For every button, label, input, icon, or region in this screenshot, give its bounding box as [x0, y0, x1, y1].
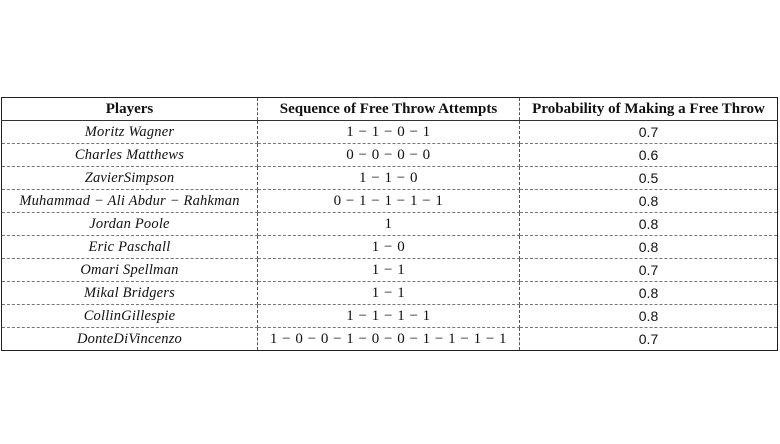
table-row	[2, 259, 778, 282]
free-throw-table	[1, 97, 778, 351]
player-name: Charles Matthews	[2, 144, 258, 167]
throw-sequence: 1 − 1 − 1 − 1	[258, 305, 520, 328]
table-row	[2, 328, 778, 351]
make-probability: 0.8	[520, 190, 778, 213]
make-probability: 0.7	[638, 331, 659, 347]
throw-sequence: 1	[258, 213, 520, 236]
player-name: Muhammad − Ali Abdur − Rahkman	[2, 190, 258, 213]
player-name: CollinGillespie	[2, 305, 258, 328]
free-throw-table-container	[1, 97, 777, 351]
throw-sequence: 0 − 0 − 0 − 0	[258, 144, 520, 167]
table-row	[2, 121, 778, 144]
throw-sequence: 1 − 1 − 0 − 1	[258, 121, 520, 144]
header-row	[2, 98, 778, 121]
make-probability: 0.8	[520, 213, 778, 236]
table-row	[2, 282, 778, 305]
table-row	[2, 213, 778, 236]
header-sequence: Sequence of Free Throw Attempts	[258, 98, 520, 121]
header-probability: Probability of Making a Free Throw	[520, 98, 778, 121]
throw-sequence: 1 − 1	[258, 259, 520, 282]
throw-sequence: 1 − 0 − 0 − 1 − 0 − 0 − 1 − 1 − 1 − 1	[258, 328, 520, 351]
table-row	[2, 236, 778, 259]
table-row	[2, 144, 778, 167]
make-probability: 0.5	[520, 167, 778, 190]
table-row	[2, 190, 778, 213]
throw-sequence: 1 − 1	[258, 282, 520, 305]
make-probability: 0.8	[520, 305, 778, 328]
make-probability: 0.7	[520, 121, 778, 144]
player-name: DonteDiVincenzo	[2, 328, 258, 351]
player-name: ZavierSimpson	[2, 167, 258, 190]
make-probability: 0.6	[520, 144, 778, 167]
throw-sequence: 1 − 0	[258, 236, 520, 259]
table-row	[2, 305, 778, 328]
make-probability: 0.7	[520, 259, 778, 282]
make-probability: 0.8	[520, 236, 778, 259]
player-name: Jordan Poole	[2, 213, 258, 236]
player-name: Omari Spellman	[2, 259, 258, 282]
table-row	[2, 167, 778, 190]
make-probability: 0.8	[520, 282, 778, 305]
throw-sequence: 0 − 1 − 1 − 1 − 1	[258, 190, 520, 213]
header-players: Players	[2, 98, 258, 121]
throw-sequence: 1 − 1 − 0	[258, 167, 520, 190]
player-name: Eric Paschall	[2, 236, 258, 259]
player-name: Mikal Bridgers	[2, 282, 258, 305]
player-name: Moritz Wagner	[2, 121, 258, 144]
